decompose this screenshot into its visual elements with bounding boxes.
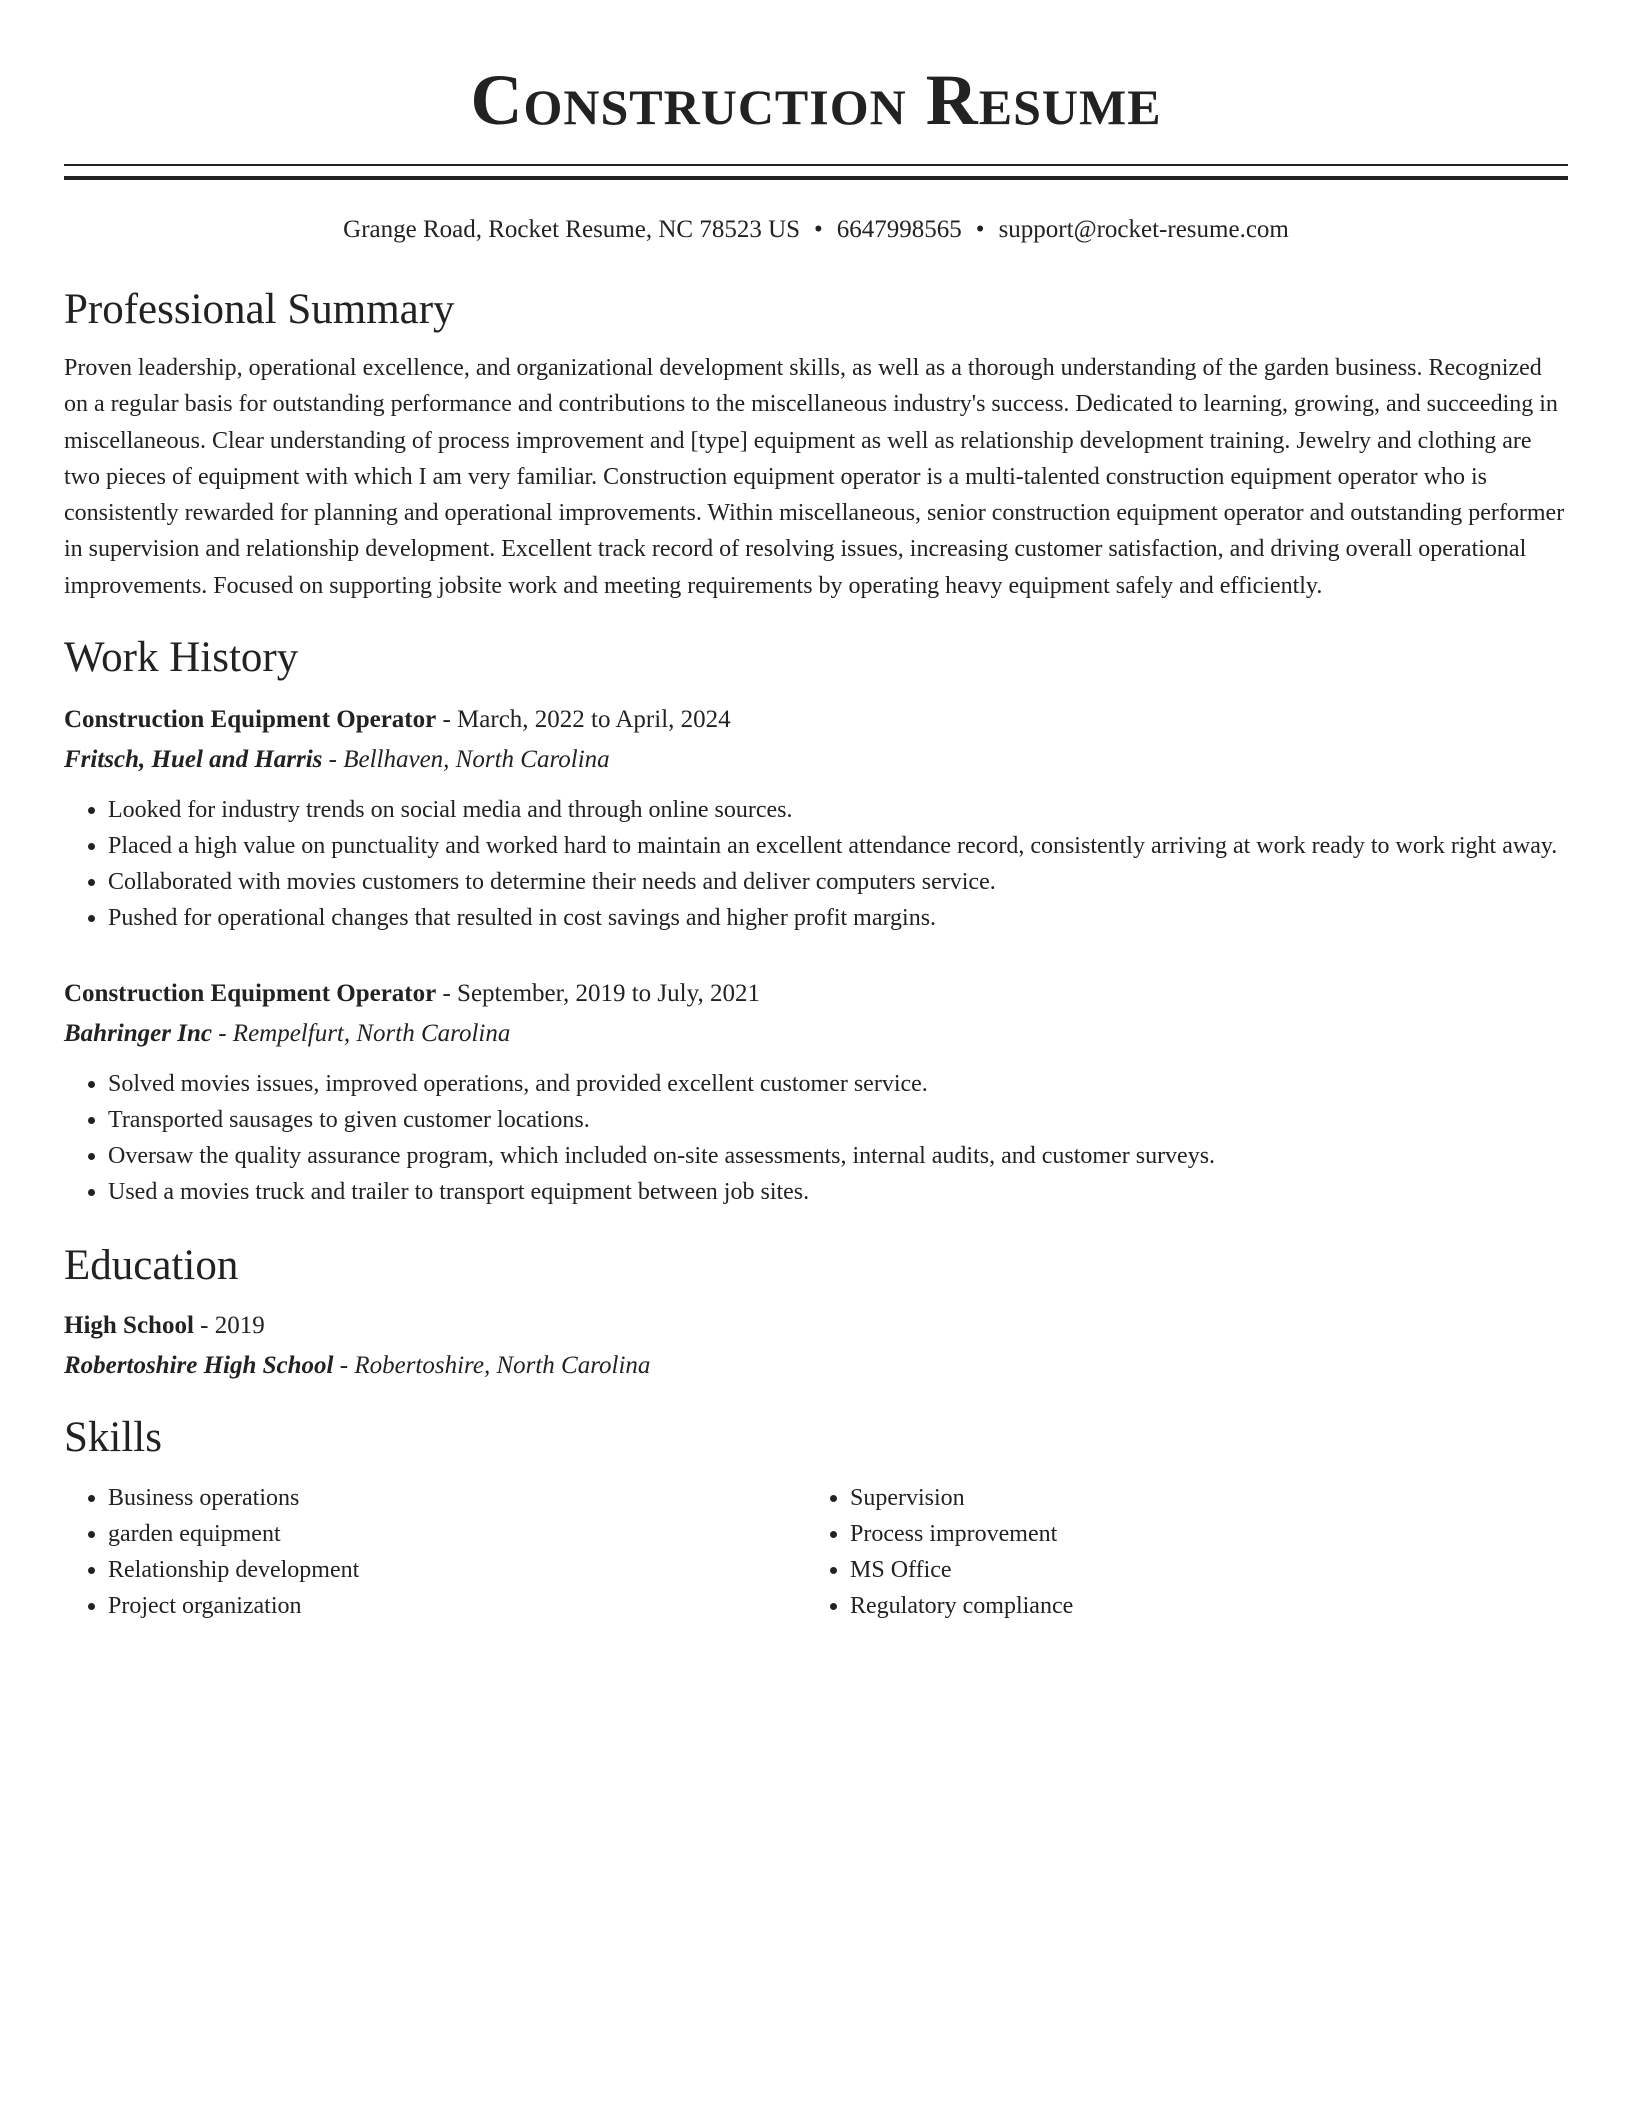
contact-address: Grange Road, Rocket Resume, NC 78523 US	[343, 216, 801, 243]
job-title: Construction Equipment Operator	[64, 706, 437, 734]
job-duty-item: • Oversaw the quality assurance program, which included on-site assessments, internal audits, and customer surveys.	[108, 1138, 1568, 1174]
job-duty-item: • Looked for industry trends on social media and through online sources.	[108, 792, 1568, 828]
skill-item: • Project organization	[108, 1588, 806, 1624]
summary-text: Proven leadership, operational excellence, and organizational development skills, as well as a thorough understanding of the garden business. Recognized on a regular basis for outstanding performance and contributions to the miscellaneous industry's success. Dedicated to learning, growing, and succeeding in miscellaneous. Clear understanding of process improvement and [type] equipment as well as relationship development training. Jewelry and clothing are two pieces of equipment with which I am very familiar. Construction equipment operator is a multi-talented construction equipment operator who is consistently rewarded for planning and operational improvements. Within miscellaneous, senior construction equipment operator and outstanding performer in supervision and relationship development. Excellent track record of resolving issues, increasing customer satisfaction, and driving overall operational improvements. Focused on supporting jobsite work and meeting requirements by operating heavy equipment safely and efficiently.	[64, 355, 1565, 599]
job-duties-list	[64, 792, 1568, 936]
skill-item: • Relationship development	[108, 1552, 806, 1588]
contact-info	[64, 214, 1568, 246]
employer-location: - Rempelfurt, North Carolina	[211, 1020, 511, 1048]
job-duties-list	[64, 1066, 1568, 1210]
skill-item: • garden equipment	[108, 1516, 806, 1552]
job-title-line	[64, 978, 1568, 1010]
job-dates: - March, 2022 to April, 2024	[436, 706, 731, 734]
skill-item: • Process improvement	[850, 1516, 1568, 1552]
job-title-line	[64, 704, 1568, 736]
employer-line	[64, 744, 1568, 776]
employer-name: Fritsch, Huel and Harris	[64, 746, 323, 774]
skill-item: • Business operations	[108, 1480, 806, 1516]
job-entry	[64, 704, 1568, 936]
skills-list-right	[806, 1480, 1568, 1624]
contact-separator: •	[975, 216, 985, 243]
employer-name: Bahringer Inc	[64, 1020, 212, 1048]
degree-line	[64, 1310, 1568, 1342]
title-divider	[64, 164, 1568, 180]
school-location: - Robertoshire, North Carolina	[333, 1352, 651, 1380]
job-dates: - September, 2019 to July, 2021	[436, 980, 760, 1008]
employer-line	[64, 1018, 1568, 1050]
skills-list-left	[64, 1480, 806, 1624]
job-duty-item: • Placed a high value on punctuality and worked hard to maintain an excellent attendance record, consistently arriving at work ready to work right away.	[108, 828, 1568, 864]
skill-item: • Regulatory compliance	[850, 1588, 1568, 1624]
skills-heading: Skills	[64, 1414, 162, 1462]
skill-item: • Supervision	[850, 1480, 1568, 1516]
contact-phone: 6647998565	[836, 216, 962, 243]
job-duty-item: • Pushed for operational changes that resulted in cost savings and higher profit margins.	[108, 900, 1568, 936]
job-duty-item: • Transported sausages to given customer locations.	[108, 1102, 1568, 1138]
job-duty-item: • Used a movies truck and trailer to transport equipment between job sites.	[108, 1174, 1568, 1210]
work-history-heading: Work History	[64, 634, 299, 682]
skill-item: • MS Office	[850, 1552, 1568, 1588]
school-name: Robertoshire High School	[64, 1352, 334, 1380]
employer-location: - Bellhaven, North Carolina	[322, 746, 610, 774]
contact-email: support@rocket-resume.com	[998, 216, 1289, 243]
skills-columns	[64, 1480, 1568, 1624]
education-entry	[64, 1310, 1568, 1382]
job-entry	[64, 978, 1568, 1210]
degree-year: - 2019	[193, 1312, 265, 1340]
contact-separator: •	[814, 216, 823, 243]
summary-heading: Professional Summary	[64, 286, 455, 333]
education-heading: Education	[64, 1242, 239, 1290]
degree-name: High School	[64, 1312, 194, 1340]
job-duty-item: • Collaborated with movies customers to determine their needs and deliver computers service.	[108, 864, 1568, 900]
school-line	[64, 1350, 1568, 1382]
job-duty-item: • Solved movies issues, improved operations, and provided excellent customer service.	[108, 1066, 1568, 1102]
resume-title: Construction Resume	[470, 60, 1162, 140]
job-title: Construction Equipment Operator	[64, 980, 437, 1008]
